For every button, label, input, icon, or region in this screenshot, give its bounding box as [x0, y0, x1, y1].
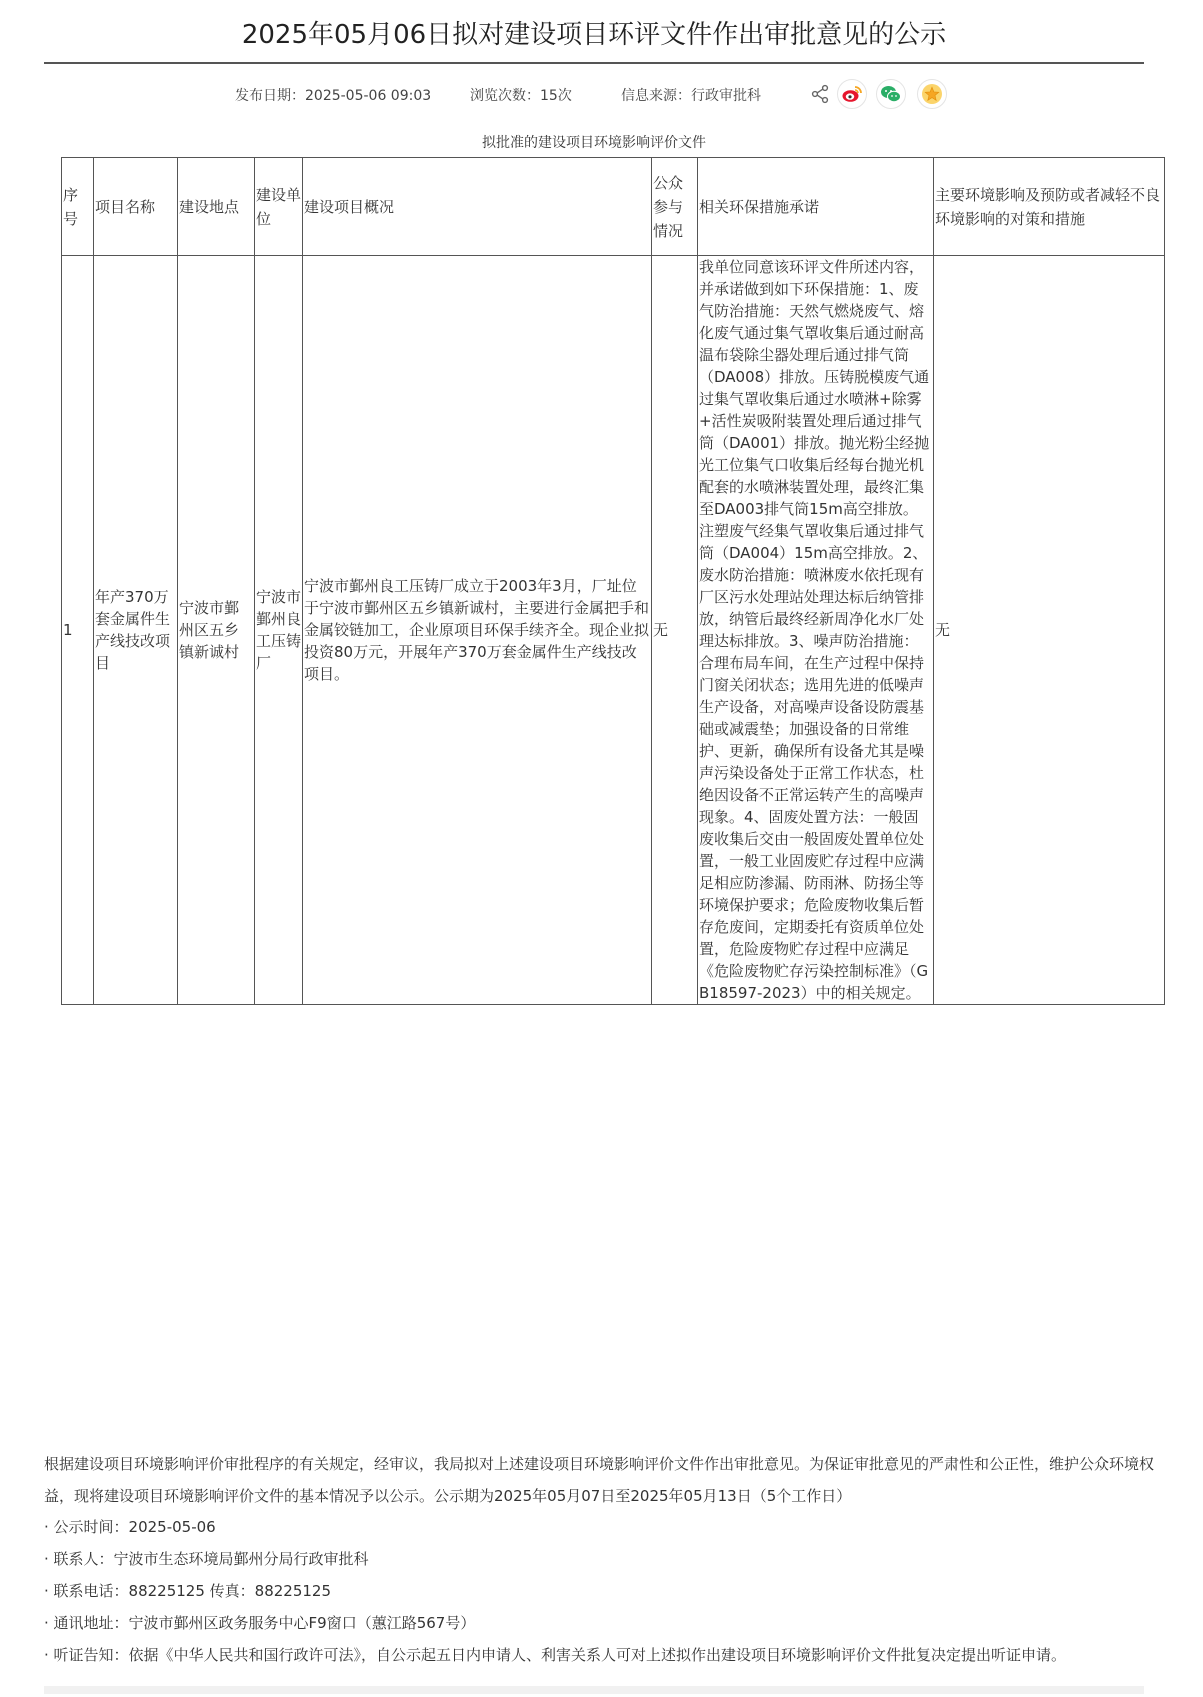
table-row	[62, 256, 1165, 1005]
cell-unit: 宁波市鄞州良工压铸厂	[255, 256, 303, 1005]
weibo-icon	[841, 84, 863, 104]
info-source: 信息来源：行政审批科	[621, 88, 761, 104]
header-seq: 序号	[62, 158, 94, 256]
share-weibo-button[interactable]	[837, 79, 867, 109]
notice-time: · 公示时间：2025-05-06	[44, 1518, 216, 1536]
mailing-address: · 通讯地址：宁波市鄞州区政务服务中心F9窗口（蕙江路567号）	[44, 1614, 476, 1632]
cell-overview: 宁波市鄞州良工压铸厂成立于2003年3月，厂址位于宁波市鄞州区五乡镇新诚村，主要进行金属把手和金属铰链加工，企业原项目环保手续齐全。现企业拟投资80万元，开展年产370万套金属件生产线技改项目。	[303, 256, 652, 1005]
share-wechat-button[interactable]	[876, 79, 906, 109]
share-icon[interactable]	[810, 84, 830, 104]
contact-person: · 联系人：宁波市生态环境局鄞州分局行政审批科	[44, 1550, 369, 1568]
favorite-star-icon	[921, 83, 943, 105]
cell-project-name: 年产370万套金属件生产线技改项目	[94, 256, 178, 1005]
cell-seq: 1	[62, 256, 94, 1005]
header-unit: 建设单位	[255, 158, 303, 256]
table-header-row	[62, 158, 1165, 256]
view-count: 浏览次数：15次	[470, 88, 572, 104]
bottom-bar	[44, 1686, 1144, 1694]
hearing-notice: · 听证告知：依据《中华人民共和国行政许可法》，自公示起五日内申请人、利害关系人可对上述拟作出建设项目环境影响评价文件批复决定提出听证申请。	[44, 1646, 1067, 1664]
table-caption: 拟批准的建设项目环境影响评价文件	[482, 135, 706, 151]
cell-public-participation: 无	[652, 256, 698, 1005]
project-table	[61, 157, 1165, 1005]
header-impacts: 主要环境影响及预防或者减轻不良环境影响的对策和措施	[934, 158, 1165, 256]
header-measures: 相关环保措施承诺	[698, 158, 934, 256]
header-location: 建设地点	[178, 158, 255, 256]
header-overview: 建设项目概况	[303, 158, 652, 256]
favorite-button[interactable]	[917, 79, 947, 109]
cell-location: 宁波市鄞州区五乡镇新诚村	[178, 256, 255, 1005]
notice-paragraph: 根据建设项目环境影响评价审批程序的有关规定，经审议，我局拟对上述建设项目环境影响评价文件作出审批意见。为保证审批意见的严肃性和公正性，维护公众环境权益，现将建设项目环境影响评价文件的基本情况予以公示。公示期为2025年05月07日至2025年05月13日（5个工作日）	[44, 1455, 1155, 1505]
header-public-participation: 公众参与情况	[652, 158, 698, 256]
cell-impacts: 无	[934, 256, 1165, 1005]
wechat-icon	[880, 84, 902, 104]
page-title: 2025年05月06日拟对建设项目环评文件作出审批意见的公示	[241, 20, 947, 50]
publish-date: 发布日期：2025-05-06 09:03	[235, 88, 432, 104]
header-project-name: 项目名称	[94, 158, 178, 256]
title-divider	[44, 62, 1144, 64]
contact-phone-fax: · 联系电话：88225125 传真：88225125	[44, 1582, 332, 1600]
cell-measures: 我单位同意该环评文件所述内容，并承诺做到如下环保措施：1、废气防治措施：天然气燃烧废气、熔化废气通过集气罩收集后通过耐高温布袋除尘器处理后通过排气筒（DA008）排放。压铸脱模废气通过集气罩收集后通过水喷淋+除雾+活性炭吸附装置处理后通过排气筒（DA001）排放。抛光粉尘经抛光工位集气口收集后经每台抛光机配套的水喷淋装置处理，最终汇集至DA003排气筒15m高空排放。注塑废气经集气罩收集后通过排气筒（DA004）15m高空排放。2、废水防治措施：喷淋废水依托现有厂区污水处理站处理达标后纳管排放，纳管后最终经新周净化水厂处理达标排放。3、噪声防治措施：合理布局车间，在生产过程中保持门窗关闭状态；选用先进的低噪声生产设备，对高噪声设备设防震基础或减震垫；加强设备的日常维护、更新，确保所有设备尤其是噪声污染设备处于正常工作状态，杜绝因设备不正常运转产生的高噪声现象。4、固废处置方法：一般固废收集后交由一般固废处置单位处置，一般工业固废贮存过程中应满足相应防渗漏、防雨淋、防扬尘等环境保护要求；危险废物收集后暂存危废间，定期委托有资质单位处置，危险废物贮存过程中应满足《危险废物贮存污染控制标准》（GB18597-2023）中的相关规定。	[698, 256, 934, 1005]
